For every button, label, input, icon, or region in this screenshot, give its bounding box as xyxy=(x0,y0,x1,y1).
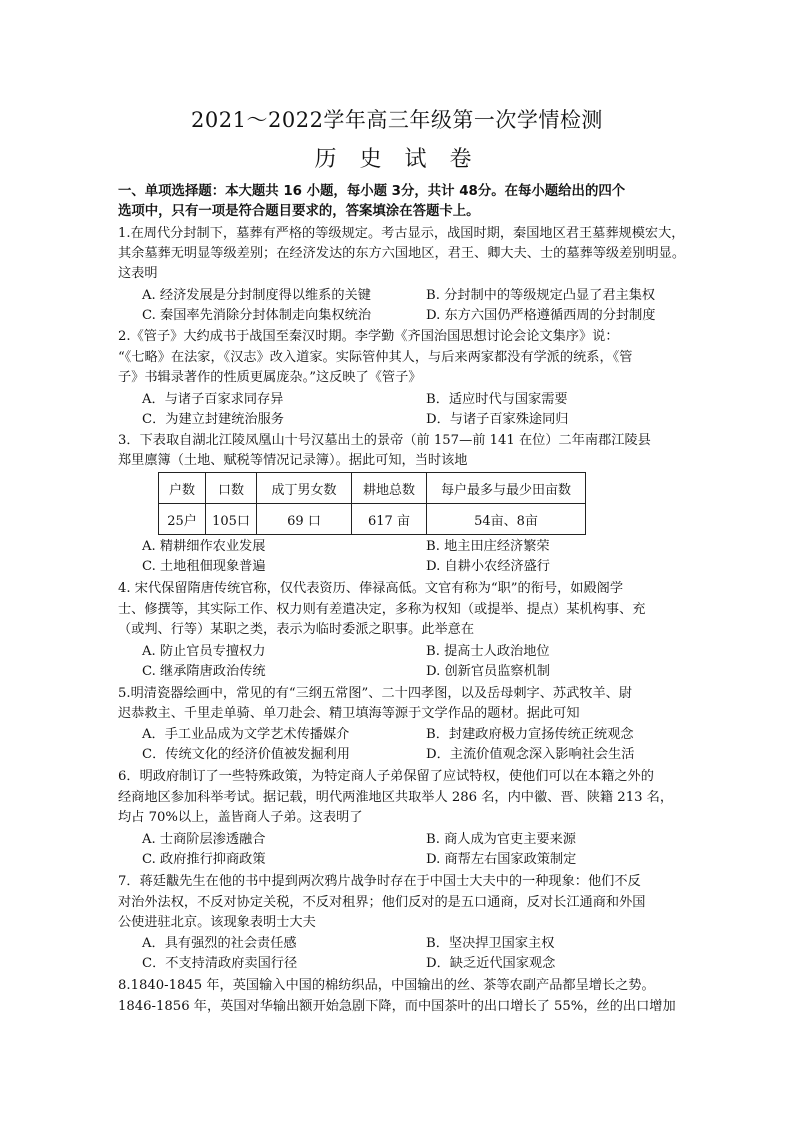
q3-data-table xyxy=(158,472,586,535)
table-cell: 105口 xyxy=(206,504,257,535)
q2-option-c: C．为建立封建统治服务 xyxy=(142,412,284,427)
q2-stem-line: “《七略》在法家，《汉志》改入道家。实际管仲其人，与后来两家都没有学派的统系，《管 xyxy=(118,350,633,365)
table-header-cell: 每户最多与最少田亩数 xyxy=(427,473,586,504)
q6-option-b: B. 商人成为官吏主要来源 xyxy=(426,832,576,847)
q6-stem-line: 6．明政府制订了一些特殊政策，为特定商人子弟保留了应试特权，使他们可以在本籍之外的 xyxy=(118,769,654,784)
table-cell: 69 口 xyxy=(257,504,352,535)
q4-stem-line: 4. 宋代保留隋唐传统官称，仅代表资历、俸禄高低。文官有称为“职”的衔号，如殿阁学 xyxy=(118,581,624,596)
q3-stem-line: 3．下表取自湖北江陵凤凰山十号汉墓出土的景帝（前 157—前 141 在位）二年南郡江陵县 xyxy=(118,433,651,448)
q2-option-b: B．适应时代与国家需要 xyxy=(426,392,568,407)
exam-title: 2021～2022学年高三年级第一次学情检测 xyxy=(191,108,603,132)
q5-stem-line: 5.明清瓷器绘画中，常见的有“三纲五常图”、二十四孝图，以及岳母刺字、苏武牧羊、尉 xyxy=(118,686,632,701)
q2-stem-line: 2.《管子》大约成书于战国至秦汉时期。李学勤《齐国治国思想讨论会论文集序》说： xyxy=(118,329,619,344)
q1-stem-line: 其余墓葬无明显等级差别；在经济发达的东方六国地区，君王、卿大夫、士的墓葬等级差别明显。 xyxy=(118,246,686,261)
table-cell: 617 亩 xyxy=(352,504,427,535)
q7-option-a: A．具有强烈的社会责任感 xyxy=(142,936,297,951)
q4-stem-line: （或判、行等）某职之类，表示为临时委派之职事。此举意在 xyxy=(118,622,475,637)
q3-stem-line: 郑里廪簿（土地、赋税等情况记录簿）。据此可知，当时该地 xyxy=(118,453,468,468)
q2-option-d: D．与诸子百家殊途同归 xyxy=(426,412,569,427)
q6-stem-line: 经商地区参加科举考试。据记载，明代两淮地区共取举人 286 名，内中徽、晋、陕籍 213 名， xyxy=(118,790,674,805)
exam-subtitle: 历 史 试 卷 xyxy=(314,147,480,172)
table-cell: 54亩、8亩 xyxy=(427,504,586,535)
q7-stem-line: 7．蒋廷黻先生在他的书中提到两次鸦片战争时存在于中国士大夫中的一种现象：他们不反 xyxy=(118,874,641,889)
q1-option-d: D. 东方六国仍严格遵循西周的分封制度 xyxy=(426,308,656,323)
q4-option-b: B. 提高士人政治地位 xyxy=(426,644,550,659)
q3-option-b: B. 地主田庄经济繁荣 xyxy=(426,539,550,554)
q8-stem-line: 1846-1856 年，英国对华输出额开始急剧下降，而中国茶叶的出口增长了 55%，丝的出口增加 xyxy=(118,999,676,1014)
q7-option-c: C．不支持清政府卖国行径 xyxy=(142,956,298,971)
q4-option-a: A. 防止官员专擅权力 xyxy=(142,644,266,659)
q5-option-c: C．传统文化的经济价值被发掘利用 xyxy=(142,747,350,762)
q6-option-a: A. 士商阶层渗透融合 xyxy=(142,832,266,847)
table-header-cell: 户数 xyxy=(159,473,206,504)
q2-option-a: A．与诸子百家求同存异 xyxy=(142,392,284,407)
q5-option-b: B．封建政府极力宣扬传统正统观念 xyxy=(426,727,634,742)
q5-option-a: A．手工业品成为文学艺术传播媒介 xyxy=(142,727,350,742)
q1-option-c: C. 秦国率先消除分封体制走向集权统治 xyxy=(142,308,372,323)
q6-stem-line: 均占 70%以上，盖皆商人子弟。这表明了 xyxy=(118,810,363,825)
q4-option-c: C. 继承隋唐政治传统 xyxy=(142,664,266,679)
section-instructions-line-2: 选项中，只有一项是符合题目要求的，答案填涂在答题卡上。 xyxy=(118,204,480,219)
table-header-row xyxy=(159,473,586,504)
q4-option-d: D. 创新官员监察机制 xyxy=(426,664,550,679)
table-header-cell: 成丁男女数 xyxy=(257,473,352,504)
table-header-cell: 耕地总数 xyxy=(352,473,427,504)
table-header-cell: 口数 xyxy=(206,473,257,504)
table-row xyxy=(159,504,586,535)
q4-stem-line: 士、修撰等，其实际工作、权力则有差遣决定，多称为权知（或提举、提点）某机构事、充 xyxy=(118,602,646,617)
table-cell: 25户 xyxy=(159,504,206,535)
q8-stem-line: 8.1840-1845 年，英国输入中国的棉纺织品，中国输出的丝、茶等农副产品都呈增长之势。 xyxy=(118,978,655,993)
q1-stem-line: 这表明 xyxy=(118,266,158,281)
q7-stem-line: 公使进驻北京。该现象表明士大夫 xyxy=(118,915,316,930)
q5-stem-line: 迟恭救主、千里走单骑、单刀赴会、精卫填海等源于文学作品的题材。据此可知 xyxy=(118,706,580,721)
q2-stem-line: 子》书辑录著作的性质更属庞杂。”这反映了《管子》 xyxy=(118,370,422,385)
q3-option-d: D. 自耕小农经济盛行 xyxy=(426,559,550,574)
q5-option-d: D．主流价值观念深入影响社会生活 xyxy=(426,747,635,762)
q3-option-c: C. 土地租佃现象普遍 xyxy=(142,559,266,574)
q1-stem-line: 1.在周代分封制下，墓葬有严格的等级规定。考古显示，战国时期，秦国地区君王墓葬规模宏大， xyxy=(118,226,685,241)
q3-option-a: A. 精耕细作农业发展 xyxy=(142,539,266,554)
q7-stem-line: 对治外法权，不反对协定关税，不反对租界；他们反对的是五口通商，反对长江通商和外国 xyxy=(118,895,646,910)
q6-option-c: C. 政府推行抑商政策 xyxy=(142,852,266,867)
q1-option-b: B. 分封制中的等级规定凸显了君主集权 xyxy=(426,288,656,303)
q7-option-b: B．坚决捍卫国家主权 xyxy=(426,936,555,951)
q6-option-d: D. 商帮左右国家政策制定 xyxy=(426,852,577,867)
q1-option-a: A. 经济发展是分封制度得以维系的关键 xyxy=(142,288,371,303)
section-instructions-line-1: 一、单项选择题：本大题共 16 小题，每小题 3分，共计 48分。在每小题给出的四个 xyxy=(118,184,626,199)
q7-option-d: D．缺乏近代国家观念 xyxy=(426,956,556,971)
